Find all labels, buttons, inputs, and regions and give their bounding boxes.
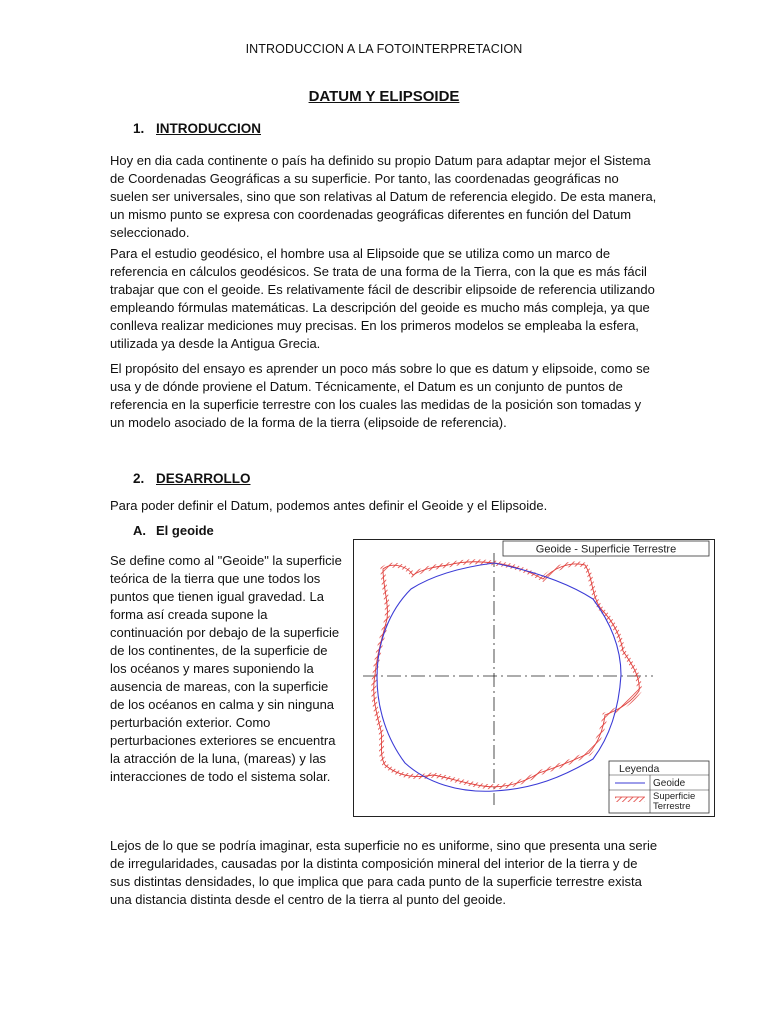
paragraph-intro-1: Hoy en dia cada continente o país ha definido su propio Datum para adaptar mejor el Sistema de Coordenadas Geográficas a su superficie. Por tanto, las coordenadas geográficas no suelen ser universales, sino que son relativas al Datum de referencia elegido. De esta manera, un mismo punto se expresa con coordenadas geográficas diferentes en función del Datum seleccionado. xyxy=(110,153,657,240)
subsection-letter: A. xyxy=(133,523,146,538)
geoide-figure xyxy=(353,539,715,817)
page-header: INTRODUCCION A LA FOTOINTERPRETACION xyxy=(245,42,523,56)
subsection-heading-geoide xyxy=(133,523,214,538)
section-label: DESARROLLO xyxy=(156,471,251,486)
legend-surface-swatch xyxy=(615,797,645,802)
section-number: 1. xyxy=(133,121,145,136)
paragraph-desarrollo-1: Para poder definir el Datum, podemos antes definir el Geoide y el Elipsoide. xyxy=(110,498,548,513)
document-title: DATUM Y ELIPSOIDE xyxy=(308,88,460,105)
paragraph-geoide-definition: Se define como al "Geoide" la superficie teórica de la tierra que une todos los puntos que tienen igual gravedad. La forma así creada supone la continuación por debajo de la superficie de los continentes, de la superficie de los océanos y mares suponiendo la ausencia de mareas, con la superficie de los océanos en calma y sin ninguna perturbación exterior. Como perturbaciones exteriores se encuentra la atracción de la luna, (mareas) y las interacciones de todo el sistema solar. xyxy=(110,553,342,784)
paragraph-intro-3: El propósito del ensayo es aprender un poco más sobre lo que es datum y elipsoide, como se usa y de dónde proviene el Datum. Técnicamente, el Datum es un conjunto de puntos de referencia en la superficie terrestre con los cuales las medidas de la posición son tomadas y un modelo asociado de la forma de la tierra (elipsoide de referencia). xyxy=(110,361,650,430)
subsection-label: El geoide xyxy=(156,523,214,538)
section-heading-introduccion xyxy=(133,121,261,136)
paragraph-closing: Lejos de lo que se podría imaginar, esta superficie no es uniforme, sino que presenta una serie de irregularidades, causadas por la distinta composición mineral del interior de la tierra y de sus distintas densidades, lo que implica que para cada punto de la superficie terrestre exista una distancia distinta desde el centro de la tierra al punto del geoide. xyxy=(110,838,658,907)
section-heading-desarrollo xyxy=(133,471,251,486)
paragraph-intro-2: Para el estudio geodésico, el hombre usa al Elipsoide que se utiliza como un marco de referencia en cálculos geodésicos. Se trata de una forma de la Tierra, con la que es más fácil trabajar que con el geoide. Es relativamente fácil de describir elipsoide de referencia utilizando empleando fórmulas matemáticas. La descripción del geoide es mucho más compleja, ya que conlleva realizar mediciones muy precisas. En los primeros modelos se empleaba la esfera, utilizada ya desde la Antigua Grecia. xyxy=(110,246,655,351)
figure-legend xyxy=(609,761,709,813)
section-label: INTRODUCCION xyxy=(156,121,261,136)
figure-title: Geoide - Superficie Terrestre xyxy=(535,543,677,556)
section-number: 2. xyxy=(133,471,145,486)
legend-title: Leyenda xyxy=(619,763,660,775)
legend-surface-label-1: Superficie xyxy=(653,791,696,802)
legend-surface-label-2: Terrestre xyxy=(653,801,691,812)
legend-geoide-label: Geoide xyxy=(653,778,686,789)
